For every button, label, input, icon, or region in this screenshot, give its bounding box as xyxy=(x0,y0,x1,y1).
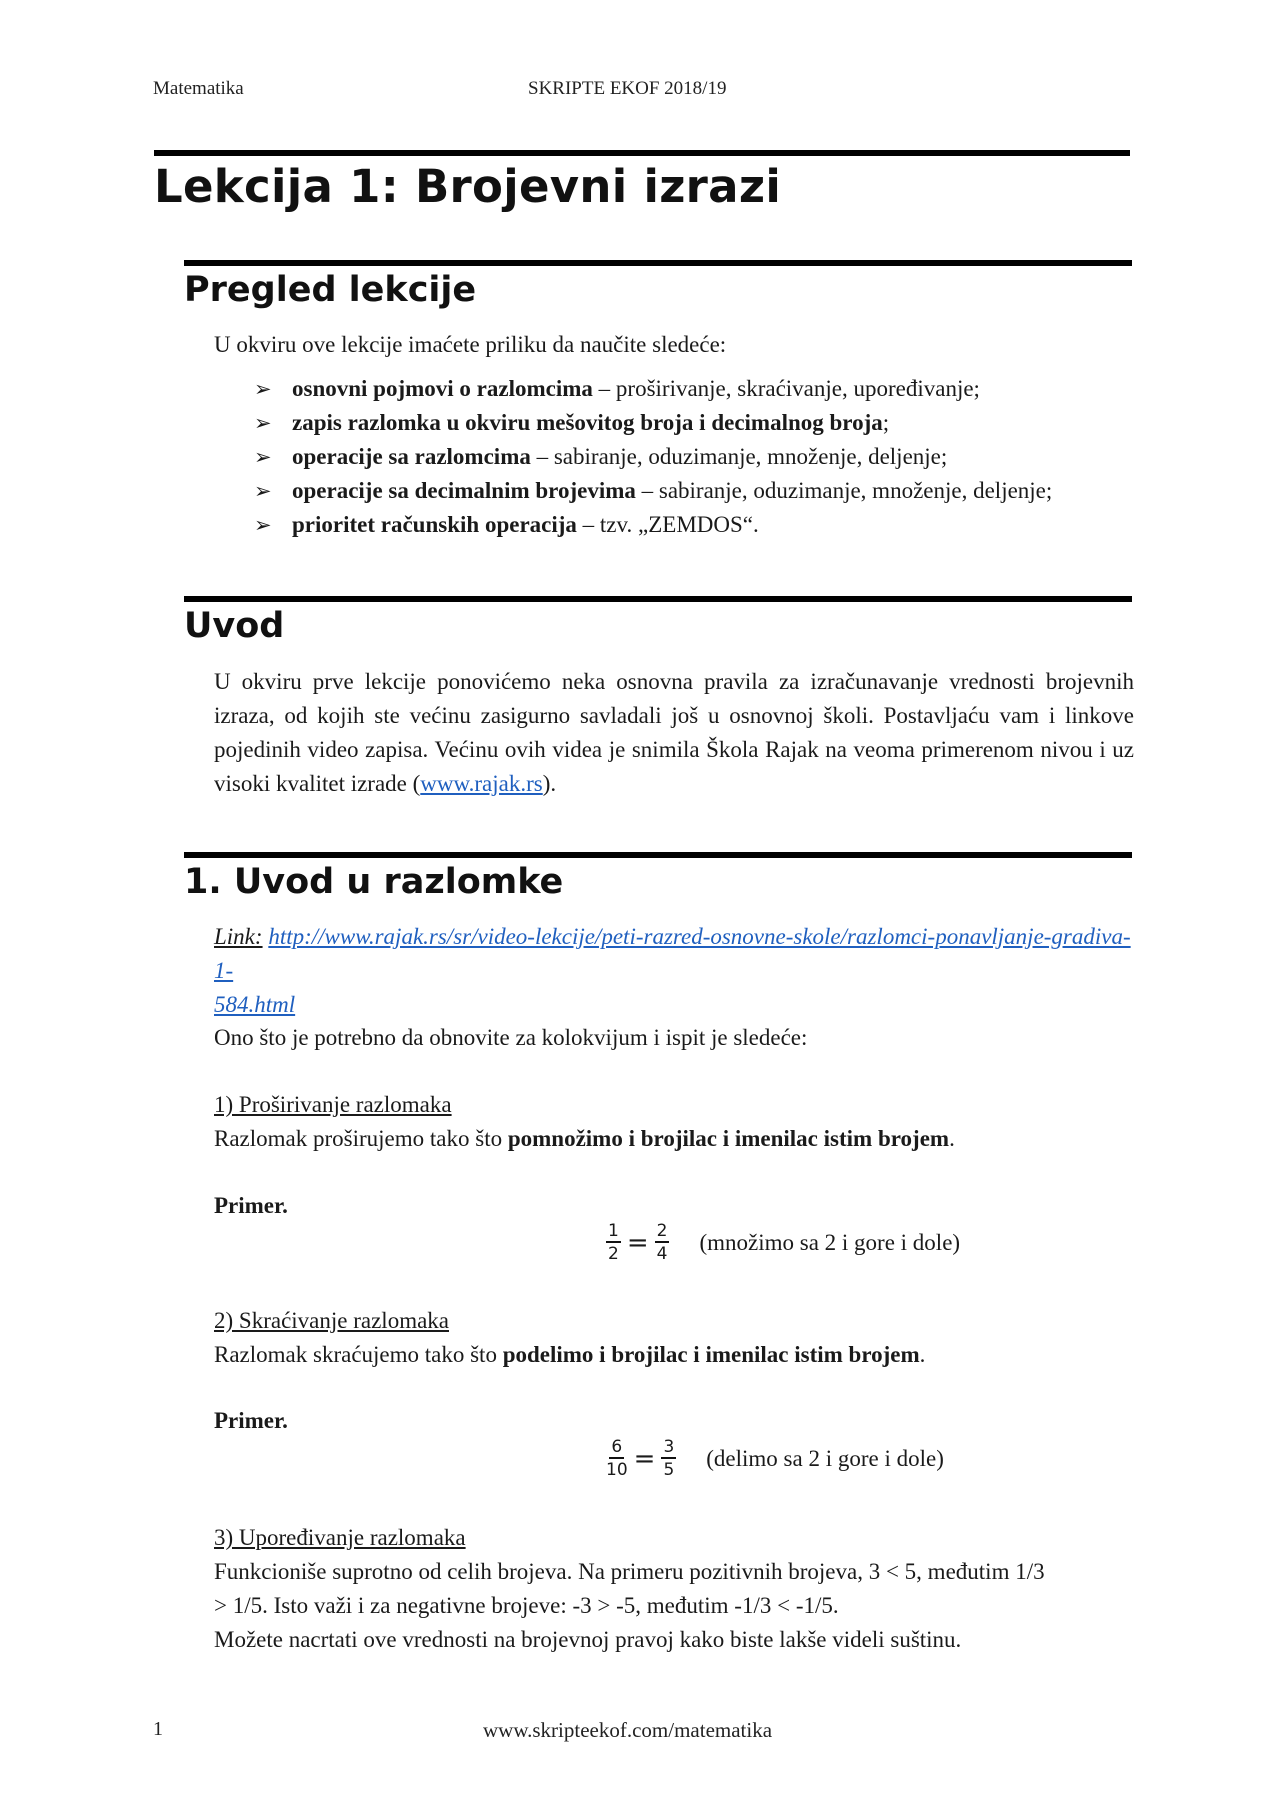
video-link-block xyxy=(214,920,1134,1022)
list-item xyxy=(254,474,1052,508)
fraction xyxy=(606,1438,628,1479)
fraction xyxy=(661,1438,676,1479)
numerator: 2 xyxy=(656,1221,668,1241)
item-bold: zapis razlomka u okviru mešovitog broja i decimalnog broja xyxy=(292,410,883,435)
formula-note: (množimo sa 2 i gore i dole) xyxy=(699,1229,961,1255)
sub2-example-label: Primer. xyxy=(214,1408,288,1433)
item-rest: – tzv. „ZEMDOS“. xyxy=(576,512,759,537)
sub3-line2: > 1/5. Isto važi i za negativne brojeve: -3 > -5, međutim -1/3 < -1/5. xyxy=(214,1593,839,1618)
item-bold: prioritet računskih operacija xyxy=(292,512,577,537)
arrow-bullet-icon: ➢ xyxy=(254,411,272,435)
item-rest: ; xyxy=(882,410,890,435)
item-rest: – sabiranje, oduzimanje, množenje, deljenje; xyxy=(530,444,948,469)
overview-list xyxy=(254,372,1052,542)
link-label: Link: xyxy=(214,924,263,949)
section1-heading: 1. Uvod u razlomke xyxy=(184,862,564,902)
denominator: 5 xyxy=(663,1460,675,1480)
sub2-formula xyxy=(606,1438,944,1479)
sub1-text-bold: pomnožimo i brojilac i imenilac istim brojem xyxy=(507,1126,950,1151)
list-item xyxy=(254,440,1052,474)
intro-rule xyxy=(184,596,1132,602)
video-link-cont[interactable]: 584.html xyxy=(214,992,296,1017)
overview-intro: U okviru ove lekcije imaćete priliku da naučite sledeće: xyxy=(214,332,727,357)
sub3-line1: Funkcioniše suprotno od celih brojeva. Na primeru pozitivnih brojeva, 3 < 5, međutim 1/3 xyxy=(214,1559,1045,1584)
overview-heading: Pregled lekcije xyxy=(184,270,477,310)
fraction xyxy=(606,1222,621,1263)
arrow-bullet-icon: ➢ xyxy=(254,479,272,503)
sub3-line3: Možete nacrtati ove vrednosti na brojevnoj pravoj kako biste lakše videli suštinu. xyxy=(214,1627,962,1652)
intro-text: U okviru prve lekcije ponovićemo neka osnovna pravila za izračunavanje vrednosti brojevnih izraza, od kojih ste većinu zasigurno savladali još u osnovnoj školi. Postavljaću vam i linkove pojedinih video zapisa. Većinu ovih videa je snimila Škola Rajak na veoma primerenom nivou i uz visoki kvalitet izrade ( xyxy=(214,669,1134,796)
sub1-text-a: Razlomak proširujemo tako što xyxy=(214,1126,508,1151)
list-item xyxy=(254,508,1052,542)
sub1-title: 1) Proširivanje razlomaka xyxy=(214,1092,452,1117)
item-rest: – sabiranje, oduzimanje, množenje, deljenje; xyxy=(635,478,1053,503)
arrow-bullet-icon: ➢ xyxy=(254,377,272,401)
numerator: 3 xyxy=(663,1437,675,1457)
header-subject: Matematika xyxy=(153,78,244,99)
sub2-text-a: Razlomak skraćujemo tako što xyxy=(214,1342,503,1367)
overview-rule xyxy=(184,260,1132,266)
list-item xyxy=(254,406,1052,440)
fraction xyxy=(655,1222,670,1263)
sub1-formula xyxy=(606,1222,960,1263)
sub2-text-c: . xyxy=(919,1342,926,1367)
page-number: 1 xyxy=(153,1718,163,1740)
numerator: 1 xyxy=(608,1221,619,1241)
header-title: SKRIPTE EKOF 2018/19 xyxy=(528,78,727,99)
sub3-title: 3) Upoređivanje razlomaka xyxy=(214,1525,466,1550)
formula-note: (delimo sa 2 i gore i dole) xyxy=(706,1445,944,1471)
footer-url: www.skripteekof.com/matematika xyxy=(483,1718,773,1742)
intro-paragraph xyxy=(214,665,1134,801)
video-link[interactable]: http://www.rajak.rs/sr/video-lekcije/peti-razred-osnovne-skole/razlomci-ponavljanje-gradiva-1- xyxy=(214,924,1131,983)
sub1-text xyxy=(214,1122,955,1156)
arrow-bullet-icon: ➢ xyxy=(254,445,272,469)
section1-lead: Ono što je potrebno da obnovite za kolokvijum i ispit je sledeće: xyxy=(214,1025,808,1050)
page-title: Lekcija 1: Brojevni izrazi xyxy=(154,160,782,213)
sub2-text xyxy=(214,1338,925,1372)
sub2-title: 2) Skraćivanje razlomaka xyxy=(214,1308,449,1333)
denominator: 2 xyxy=(608,1244,619,1264)
item-bold: operacije sa decimalnim brojevima xyxy=(292,478,636,503)
numerator: 6 xyxy=(611,1437,623,1457)
denominator: 4 xyxy=(656,1244,668,1264)
section1-rule xyxy=(184,852,1132,858)
arrow-bullet-icon: ➢ xyxy=(254,513,272,537)
denominator: 10 xyxy=(606,1460,628,1480)
intro-heading: Uvod xyxy=(184,606,285,646)
item-rest: – proširivanje, skraćivanje, upoređivanje; xyxy=(592,376,980,401)
equals-sign: = xyxy=(626,1227,649,1258)
list-item xyxy=(254,372,1052,406)
sub2-text-bold: podelimo i brojilac i imenilac istim brojem xyxy=(502,1342,920,1367)
sub1-text-c: . xyxy=(949,1126,955,1151)
title-rule xyxy=(154,150,1130,156)
sub1-example-label: Primer. xyxy=(214,1193,288,1218)
item-bold: operacije sa razlomcima xyxy=(292,444,531,469)
item-bold: osnovni pojmovi o razlomcima xyxy=(292,376,593,401)
equals-sign: = xyxy=(633,1443,656,1474)
intro-text-end: ). xyxy=(542,771,557,796)
rajak-link[interactable]: www.rajak.rs xyxy=(420,771,543,796)
